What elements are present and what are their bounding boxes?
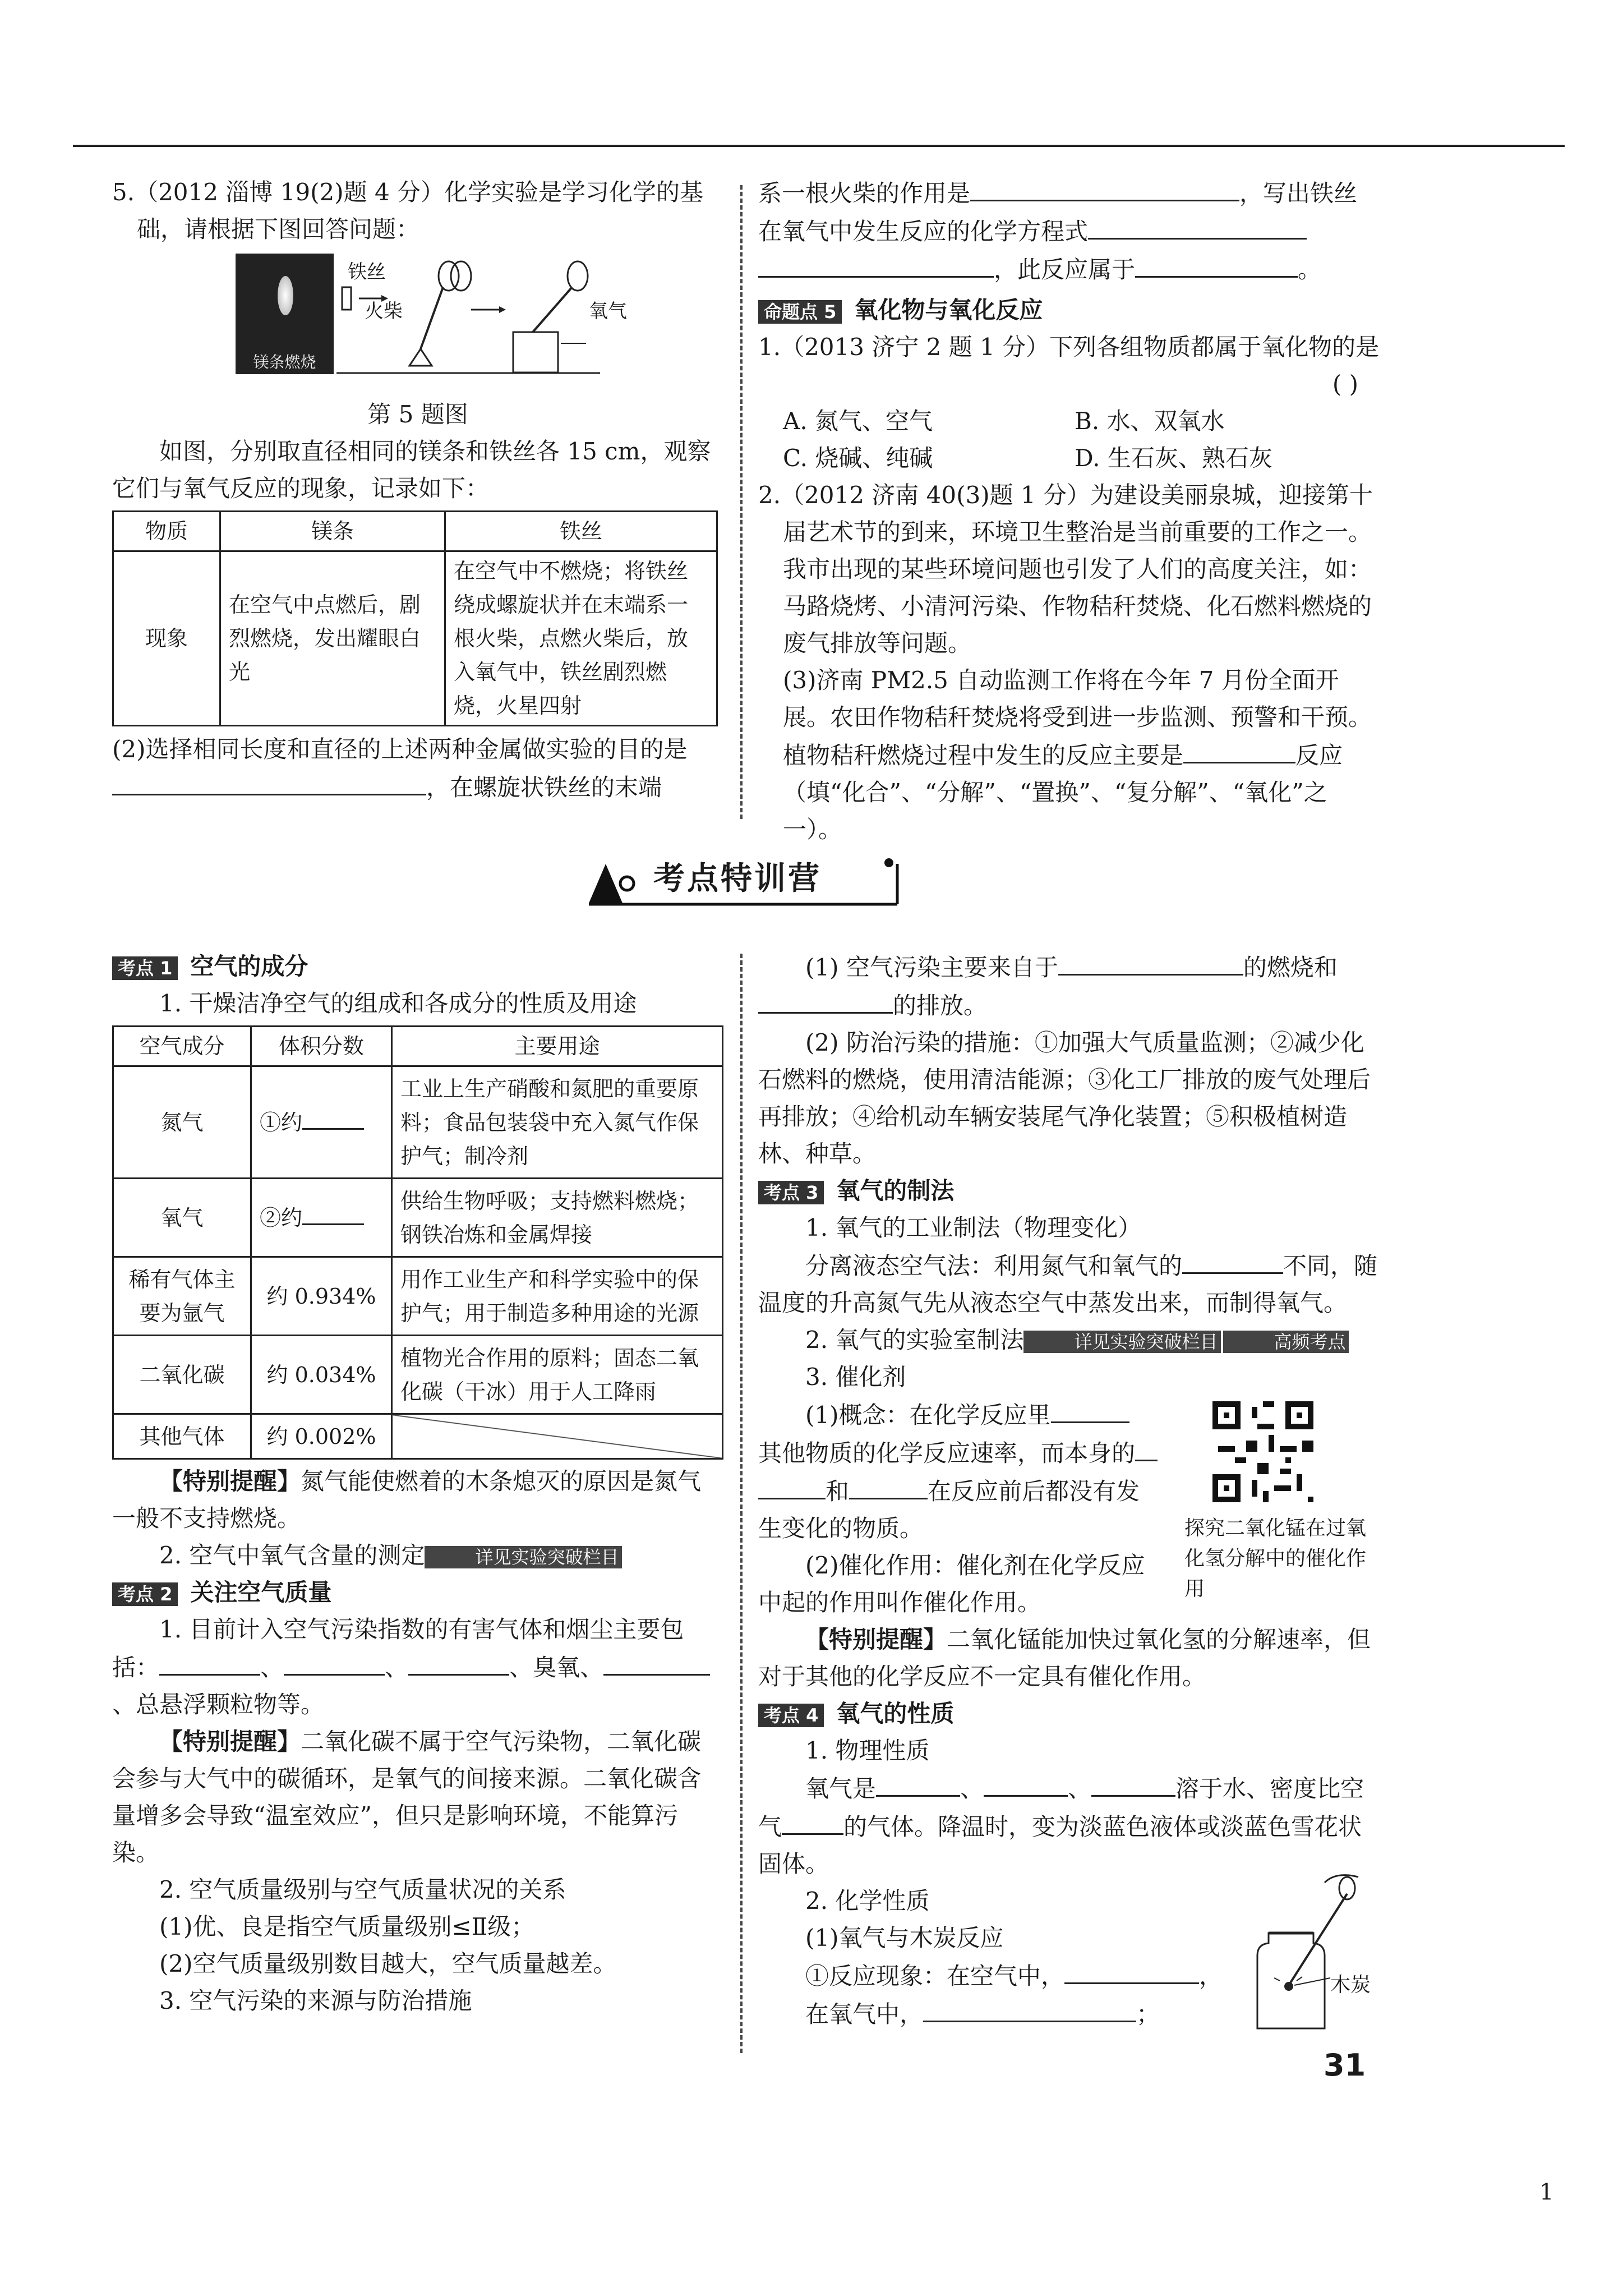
q5-th-fe: 铁丝 (445, 512, 717, 551)
kd4-p2-2b: 在氧气中， (805, 2000, 924, 2028)
q5-figure-caption: 第 5 题图 (367, 401, 468, 428)
column-divider-bottom (740, 954, 743, 2053)
q5-th-mg: 镁条 (220, 512, 445, 551)
air-row-other-fraction: 约 0.002% (251, 1414, 392, 1459)
air-row-rare-gas-use: 用作工业生产和科学实验中的保护气；用于制造多种用途的光源 (392, 1257, 723, 1336)
match-label: 火柴 (365, 300, 403, 323)
kd3-tip: 二氧化锰能加快过氧化氢的分解速率，但对于其他的化学反应不一定具有催化作用。 (758, 1626, 1371, 1690)
air-row-other-use (392, 1414, 723, 1459)
kd2-blank-4 (603, 1648, 710, 1676)
q5-blank-type (1135, 250, 1298, 278)
kd2-blank-source-1 (1058, 948, 1243, 976)
mtd5-q2-3: (3)济南 PM2.5 自动监测工作将在今年 7 月份全面开展。农田作物秸秆焚烧将受到进一步监测、预警和干预。植物秸秆燃烧过程中发生的反应主要是 (783, 666, 1372, 769)
kd4-p2-1: (1)氧气与木炭反应 (805, 1924, 1004, 1952)
charcoal-label: 木炭 (1330, 1973, 1371, 1996)
air-th-use: 主要用途 (392, 1027, 723, 1066)
air-th-fraction: 体积分数 (251, 1027, 392, 1066)
mtd5-q2-3b: 反应 (1295, 742, 1343, 769)
kd2-tag: 考点 2 (112, 1582, 178, 1606)
iron-wire-apparatus-drawing (336, 254, 600, 374)
kd1-tip-label: 【特别提醒】 (159, 1467, 301, 1495)
kd4-blank-odor (984, 1769, 1068, 1797)
mtd5-q1-paren: ( ) (1332, 370, 1358, 398)
kd2-r1b: 的燃烧和 (1243, 954, 1338, 981)
kd3-p3: 3. 催化剂 (805, 1363, 906, 1391)
mtd5-blank-reaction (1183, 736, 1295, 763)
kd2-p1b: 、臭氧、 (509, 1654, 604, 1681)
kd3-p3-1a: (1)概念：在化学反应里 (805, 1401, 1051, 1429)
q5-cont-b: ，写出铁丝在氧气中发生反应的化学方程式 (758, 180, 1358, 245)
qr-code-icon[interactable] (1207, 1396, 1319, 1508)
kd2-p2-2: (2)空气质量级别数目越大，空气质量越差。 (159, 1950, 617, 1977)
q5-cont-a: 系一根火柴的作用是 (758, 180, 971, 207)
kd3-blank-boiling (1182, 1246, 1283, 1274)
magnesium-burning-photo (236, 254, 334, 374)
oxygen-fraction-blank (302, 1201, 364, 1225)
kaodian-left: 考点 1 空气的成分 1. 干燥洁净空气的组成和各成分的性质及用途 空气成分 体积分数 主要用途 氮气 ①约 工业上生产硝酸和氮肥的重要原料；食品包装袋中充入氮气作保护气；制冷剂 氧气 ②约 供给生物呼吸；支持燃料燃烧；钢铁冶炼和金属焊接 稀有气体主要为氩气 约 0.934% 用作工业生产和科学实验中的保护气；用于制造多种用途的光源 二氧化碳 约 0.034% 植物光合作用的原料；固态二氧化碳（干冰）用于人工降雨 其他气体 约 0.002% 【特别提醒】氮气能使燃着的木条熄灭的原因是氮气一般不支持燃烧。 2. 空气中氧气含量的测定 详见实验突破栏目 考点 2 关注空气质量 1. 目前计入空气污染指数的有害气体和烟尘主要包括： 、 、 、臭氧、、总悬浮颗粒物等。 【特别提醒】二氧化碳不属于空气污染物，二氧化碳会参与大气中的碳循环，是氧气的间接来源。二氧化碳含量增多会导致“温室效应”，但只是影响环境，不能算污染。 2. 空气质量级别与空气质量状况的关系 (1)优、良是指空气质量级别≤Ⅱ级； (2)空气质量级别数目越大，空气质量越差。 3. 空气污染的来源与防治措施 (112, 948, 723, 2019)
kd3-p2-link2[interactable]: 高频考点 (1223, 1331, 1349, 1353)
kd2-blank-3 (408, 1648, 509, 1676)
kd3-p3-1d: 在反应前后都没有发生变化的物质。 (758, 1478, 1140, 1542)
q5-mg-phenomenon: 在空气中点燃后，剧烈燃烧，发出耀眼白光 (220, 551, 445, 726)
air-row-nitrogen-use: 工业上生产硝酸和氮肥的重要原料；食品包装袋中充入氮气作保护气；制冷剂 (392, 1066, 723, 1179)
kd2-p3: 3. 空气污染的来源与防治措施 (159, 1987, 472, 2014)
kd2-p2-1: (1)优、良是指空气质量级别≤Ⅱ级； (159, 1913, 535, 1940)
kd3-blank-chem-prop (849, 1472, 928, 1499)
kd4-blank-density (782, 1807, 843, 1835)
kd2-blank-source-2 (758, 986, 893, 1014)
header-rule (73, 145, 1565, 147)
page-number: 31 (1324, 2047, 1366, 2083)
kd4-p1: 1. 物理性质 (805, 1737, 930, 1764)
kd3-p2: 2. 氧气的实验室制法 (805, 1326, 1024, 1354)
mtd5-option-d: D. 生石灰、熟石灰 (1075, 444, 1272, 472)
air-row-nitrogen-name: 氮气 (113, 1066, 251, 1179)
q5-row-label: 现象 (113, 551, 220, 726)
air-row-oxygen-fraction: ②约 (260, 1205, 303, 1230)
kd2-p1c: 、总悬浮颗粒物等。 (112, 1691, 325, 1718)
air-composition-table (112, 1025, 723, 1460)
air-row-oxygen-use: 供给生物呼吸；支持燃料燃烧；钢铁冶炼和金属焊接 (392, 1179, 723, 1257)
question-5-right (758, 174, 1381, 848)
kd2-r2: (2) 防治污染的措施：①加强大气质量监测；②减少化石燃料的燃烧，使用清洁能源；③化工厂排放的废气处理后再排放；④给机动车辆安装尾气净化装置；⑤积极植树造林、种草。 (758, 1029, 1371, 1167)
q5-intro: 5.（2012 淄博 19(2)题 4 分）化学实验是学习化学的基础，请根据下图回答问题： (112, 178, 704, 243)
q5-table (112, 510, 718, 726)
kd3-title: 氧气的制法 (836, 1177, 955, 1204)
banner-title: 考点特训营 (653, 861, 822, 897)
kd4-blank-air (1064, 1957, 1199, 1984)
mtd5-option-c: C. 烧碱、纯碱 (783, 444, 933, 472)
column-divider-top (740, 185, 743, 819)
kd4-p1a: 氧气是 (805, 1775, 877, 1802)
q5-paragraph: 如图，分别取直径相同的镁条和铁丝各 15 cm，观察它们与氧气反应的现象，记录如下： (112, 438, 711, 502)
q5-blank-eq-1 (1088, 212, 1307, 240)
kd2-blank-1 (159, 1648, 260, 1676)
photo-label: 镁条燃烧 (253, 353, 316, 371)
kd3-p1b: 不同，随温度的升高氮气先从液态空气中蒸发出来，而制得氧气。 (758, 1252, 1378, 1317)
kd4-p2: 2. 化学性质 (805, 1887, 930, 1915)
q5-cont-c: ，此反应属于 (994, 256, 1136, 283)
kd2-r1a: (1) 空气污染主要来自于 (805, 954, 1058, 981)
kd2-tip-label: 【特别提醒】 (159, 1728, 301, 1755)
q5-sub2-b: ，在螺旋状铁丝的末端 (426, 774, 662, 801)
q5-sub2-a: (2)选择相同长度和直径的上述两种金属做实验的目的是 (112, 735, 688, 763)
air-row-other-name: 其他气体 (113, 1414, 251, 1459)
q5-blank-match (970, 174, 1239, 201)
q5-cont-end: 。 (1298, 256, 1322, 283)
sheet-number: 1 (1539, 2179, 1554, 2205)
kd4-p2-2a: ①反应现象：在空气中， (805, 1962, 1065, 1990)
question-5-left (112, 174, 723, 806)
kd4-blank-solubility (1091, 1769, 1175, 1797)
kaodian-right: (1) 空气污染主要来自于 的燃烧和 的排放。 (2) 防治污染的措施：①加强大气质量监测；②减少化石燃料的燃烧，使用清洁能源；③化工厂排放的废气处理后再排放；④给机动车辆安装尾气净化装置；⑤积极植树造林、种草。 考点 3 氧气的制法 1. 氧气的工业制法（物理变化） 分离液态空气法：利用氮气和氧气的 不同，随温度的升高氮气先从液态空气中蒸发出来，而制得氧气。 2. 氧气的实验室制法 详见实验突破栏目 高频考点 3. 催化剂 (1)概念：在化学反应里 其他物质的化学反应速率，而本身的 和 在反应前后都没有发生变化的物质。 (2)催化作用：催化剂在化学反应中起的作用叫作催化作用。 探究二氧化锰在过氧化氢分解中的催化作用 【特别提醒】二氧化锰能加快过氧化氢的分解速率，但对于其他的化学反应不一定具有催化作用。 考点 4 氧气的性质 1. 物理性质 氧气是 、 、 溶于水、密度比空气 的气体。降温时，变为淡蓝色液体或淡蓝色雪花状固体。 2. 化学性质 (1)氧气与木炭反应 ①反应现象：在空气中， ， 在氧气中， ； 木炭 (758, 948, 1381, 2033)
section-banner (583, 853, 909, 909)
mtd5-q1: 1.（2013 济宁 2 题 1 分）下列各组物质都属于氧化物的是 (758, 333, 1380, 361)
kd2-r1c: 的排放。 (893, 992, 988, 1019)
kd2-p2: 2. 空气质量级别与空气质量状况的关系 (159, 1876, 566, 1903)
q5-th-substance: 物质 (113, 512, 220, 551)
kd3-p1a: 分离液态空气法：利用氮气和氧气的 (805, 1252, 1183, 1280)
kd4-tag: 考点 4 (758, 1704, 824, 1727)
kd3-p3-2: (2)催化作用：催化剂在化学反应中起的作用叫作催化作用。 (758, 1552, 1145, 1616)
air-row-nitrogen-fraction: ①约 (260, 1110, 303, 1135)
kd4-p1c: 的气体。降温时，变为淡蓝色液体或淡蓝色雪花状固体。 (758, 1813, 1362, 1878)
kd3-blank-quality-b (758, 1472, 826, 1499)
kd1-sub2: 2. 空气中氧气含量的测定 (159, 1542, 425, 1569)
kd1-title: 空气的成分 (190, 953, 308, 980)
mtd5-tag: 命题点 5 (758, 300, 842, 324)
kd3-blank-quality-a (1135, 1434, 1158, 1461)
air-row-co2-name: 二氧化碳 (113, 1336, 251, 1414)
charcoal-in-oxygen-drawing (1241, 1871, 1375, 2034)
oxygen-label: 氧气 (589, 300, 627, 323)
air-row-co2-use: 植物光合作用的原料；固态二氧化碳（干冰）用于人工降雨 (392, 1336, 723, 1414)
kd3-p3-1b: 其他物质的化学反应速率，而本身的 (758, 1439, 1136, 1467)
kd3-blank-change (1051, 1396, 1129, 1423)
kd1-sub1: 1. 干燥洁净空气的组成和各成分的性质及用途 (159, 990, 637, 1017)
kd3-tag: 考点 3 (758, 1181, 824, 1204)
q5-figure (112, 254, 723, 394)
kd2-blank-2 (284, 1648, 385, 1676)
mtd5-option-a: A. 氮气、空气 (783, 407, 933, 435)
air-row-co2-fraction: 约 0.034% (251, 1336, 392, 1414)
kd1-sub2-link[interactable]: 详见实验突破栏目 (425, 1546, 622, 1568)
mtd5-option-b: B. 水、双氧水 (1075, 407, 1225, 435)
mtd5-q2: 2.（2012 济南 40(3)题 1 分）为建设美丽泉城，迎接第十届艺术节的到来，环境卫生整治是当前重要的工作之一。我市出现的某些环境问题也引发了人们的高度关注，如：马路烧烤、小清河污染、作物秸秆焚烧、化石燃料燃烧的废气排放等问题。 (758, 481, 1373, 657)
kd4-blank-oxygen (923, 1995, 1136, 2022)
kd3-tip-label: 【特别提醒】 (805, 1626, 947, 1653)
kd4-title: 氧气的性质 (836, 1700, 955, 1727)
mtd5-title: 氧化物与氧化反应 (854, 296, 1043, 324)
kd4-blank-color (876, 1769, 960, 1797)
kd1-tag: 考点 1 (112, 956, 178, 980)
nitrogen-fraction-blank (302, 1106, 364, 1130)
qr-caption: 探究二氧化锰在过氧化氢分解中的催化作用 (1184, 1517, 1367, 1600)
air-th-component: 空气成分 (113, 1027, 251, 1066)
iron-wire-label: 铁丝 (348, 261, 386, 283)
kd3-p1: 1. 氧气的工业制法（物理变化） (805, 1214, 1142, 1241)
air-row-oxygen-name: 氧气 (113, 1179, 251, 1257)
air-row-rare-gas-fraction: 约 0.934% (251, 1257, 392, 1336)
kd3-p3-1c: 和 (826, 1478, 850, 1505)
kd4-p1b: 溶于水、密度比空气 (758, 1775, 1364, 1841)
kd2-title: 关注空气质量 (190, 1579, 332, 1606)
q5-fe-phenomenon: 在空气中不燃烧；将铁丝绕成螺旋状并在末端系一根火柴，点燃火柴后，放入氧气中，铁丝剧烈燃烧，火星四射 (445, 551, 717, 726)
kd3-p2-link[interactable]: 详见实验突破栏目 (1023, 1331, 1221, 1353)
kd2-tip: 二氧化碳不属于空气污染物，二氧化碳会参与大气中的碳循环，是氧气的间接来源。二氧化碳含量增多会导致“温室效应”，但只是影响环境，不能算污染。 (112, 1728, 702, 1866)
kd2-p1a: 1. 目前计入空气污染指数的有害气体和烟尘主要包括： (112, 1616, 684, 1681)
q5-blank-eq-2 (758, 250, 994, 278)
q5-blank-purpose (112, 768, 426, 795)
mtd5-q2-3c: （填“化合”、“分解”、“置换”、“复分解”、“氧化”之一）。 (783, 779, 1327, 843)
kd1-tip: 氮气能使燃着的木条熄灭的原因是氮气一般不支持燃烧。 (112, 1467, 702, 1532)
air-row-rare-gas-name: 稀有气体主要为氩气 (113, 1257, 251, 1336)
